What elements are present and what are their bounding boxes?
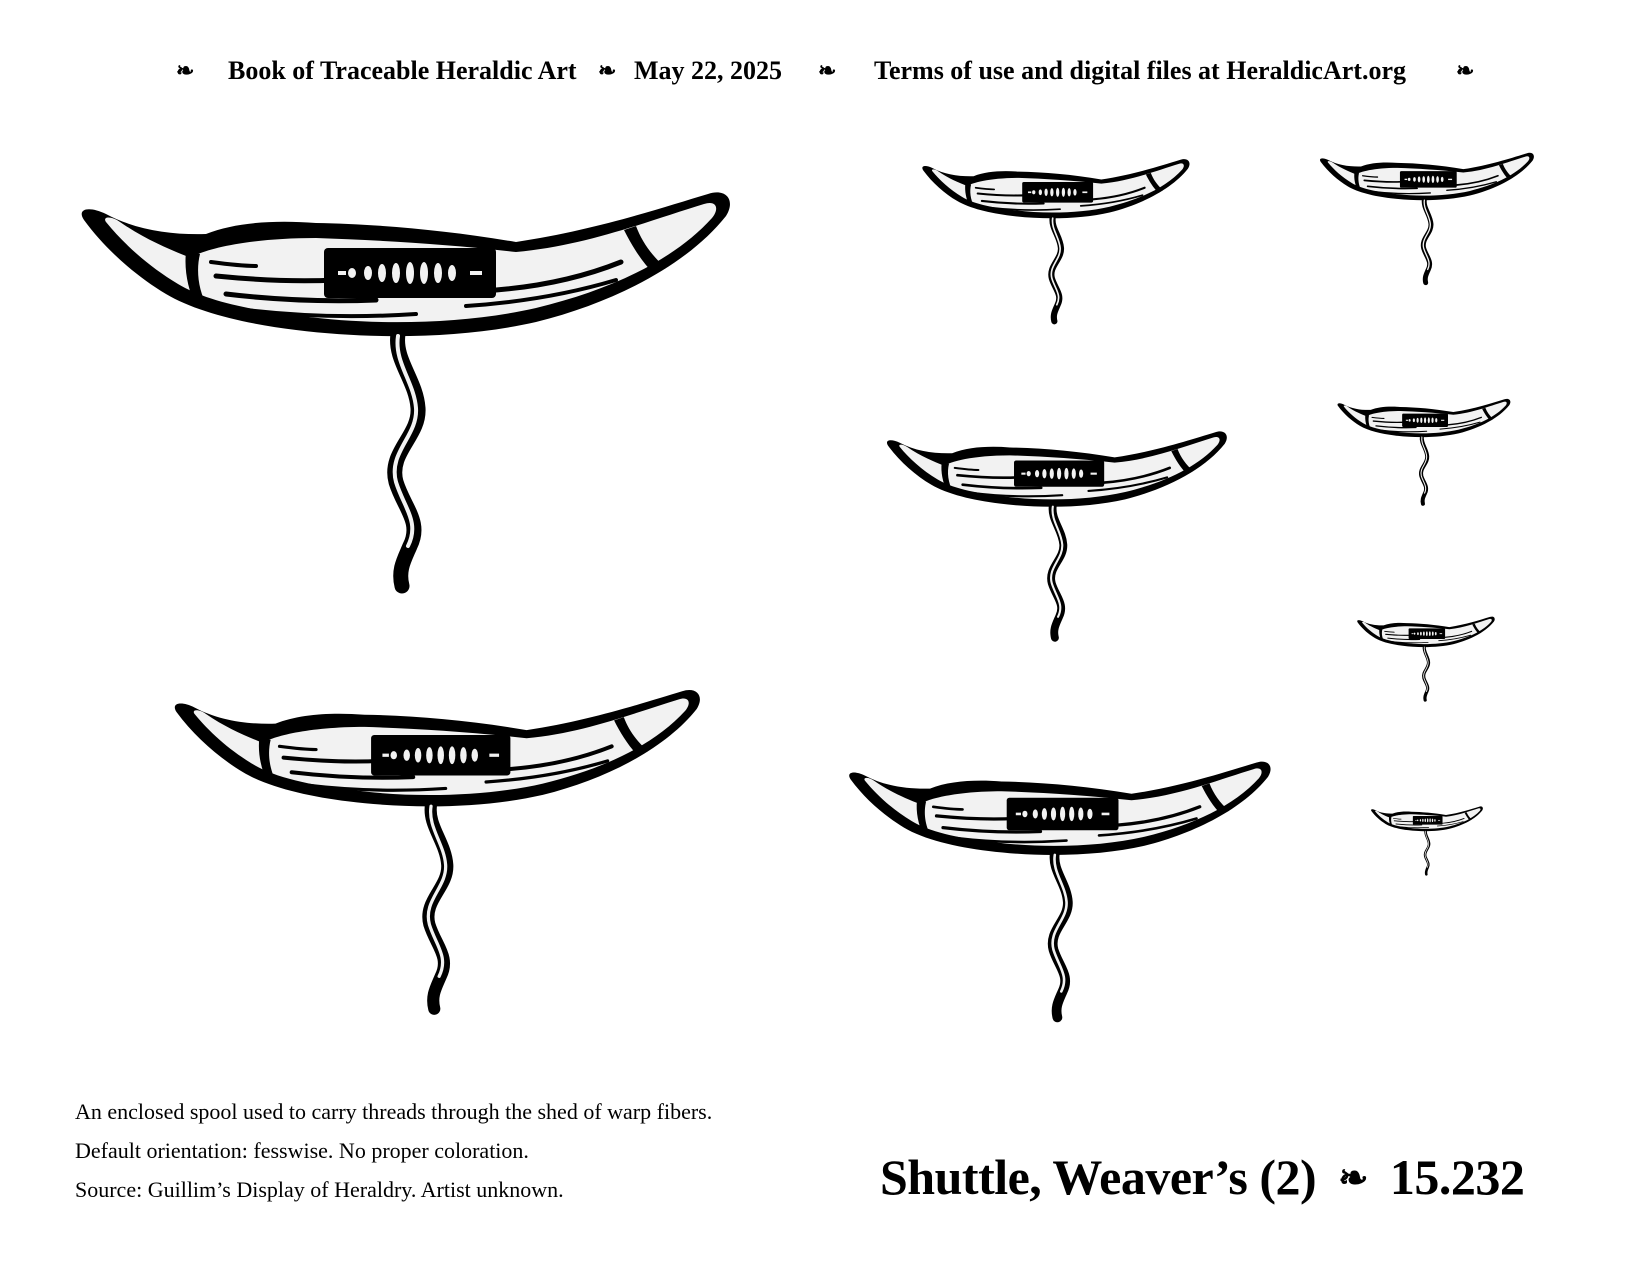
description-line: Source: Guillim’s Display of Heraldry. Artist unknown. (75, 1177, 564, 1202)
charge-name: Shuttle, Weaver’s (2) (880, 1149, 1317, 1205)
shuttle-large-bottom (170, 688, 705, 1012)
shuttle-medium-2 (884, 430, 1230, 640)
description (75, 1092, 712, 1209)
date: May 22, 2025 (634, 56, 783, 85)
shuttle-medium-3 (845, 760, 1275, 1020)
shuttle-large-top (76, 190, 736, 590)
shuttle-small-2 (1336, 398, 1512, 505)
leaf-ornament-icon: ❧ (1338, 1158, 1368, 1198)
weavers-shuttle-icon (170, 688, 705, 1012)
leaf-ornament-icon: ❧ (818, 58, 837, 83)
weavers-shuttle-icon (884, 430, 1230, 640)
book-title: Book of Traceable Heraldic Art (228, 56, 577, 85)
leaf-ornament-icon: ❧ (598, 58, 617, 83)
leaf-ornament-icon: ❧ (176, 58, 195, 83)
weavers-shuttle-icon (1370, 806, 1484, 875)
leaf-ornament-icon: ❧ (1456, 58, 1475, 83)
weavers-shuttle-icon (1336, 398, 1512, 505)
shuttle-medium-1 (920, 158, 1192, 323)
page-header (0, 56, 1650, 96)
plate-title (880, 1148, 1524, 1206)
weavers-shuttle-icon (76, 190, 736, 590)
weavers-shuttle-icon (845, 760, 1275, 1020)
description-line: Default orientation: fesswise. No proper coloration. (75, 1138, 529, 1163)
terms-of-use: Terms of use and digital files at HeraldicArt.org (874, 56, 1406, 85)
plate-number: 15.232 (1389, 1149, 1525, 1205)
weavers-shuttle-icon (1356, 616, 1496, 701)
weavers-shuttle-icon (920, 158, 1192, 323)
shuttle-small-4 (1370, 806, 1484, 875)
shuttle-small-1 (1318, 152, 1536, 284)
weavers-shuttle-icon (1318, 152, 1536, 284)
shuttle-small-3 (1356, 616, 1496, 701)
description-line: An enclosed spool used to carry threads through the shed of warp fibers. (75, 1099, 713, 1124)
